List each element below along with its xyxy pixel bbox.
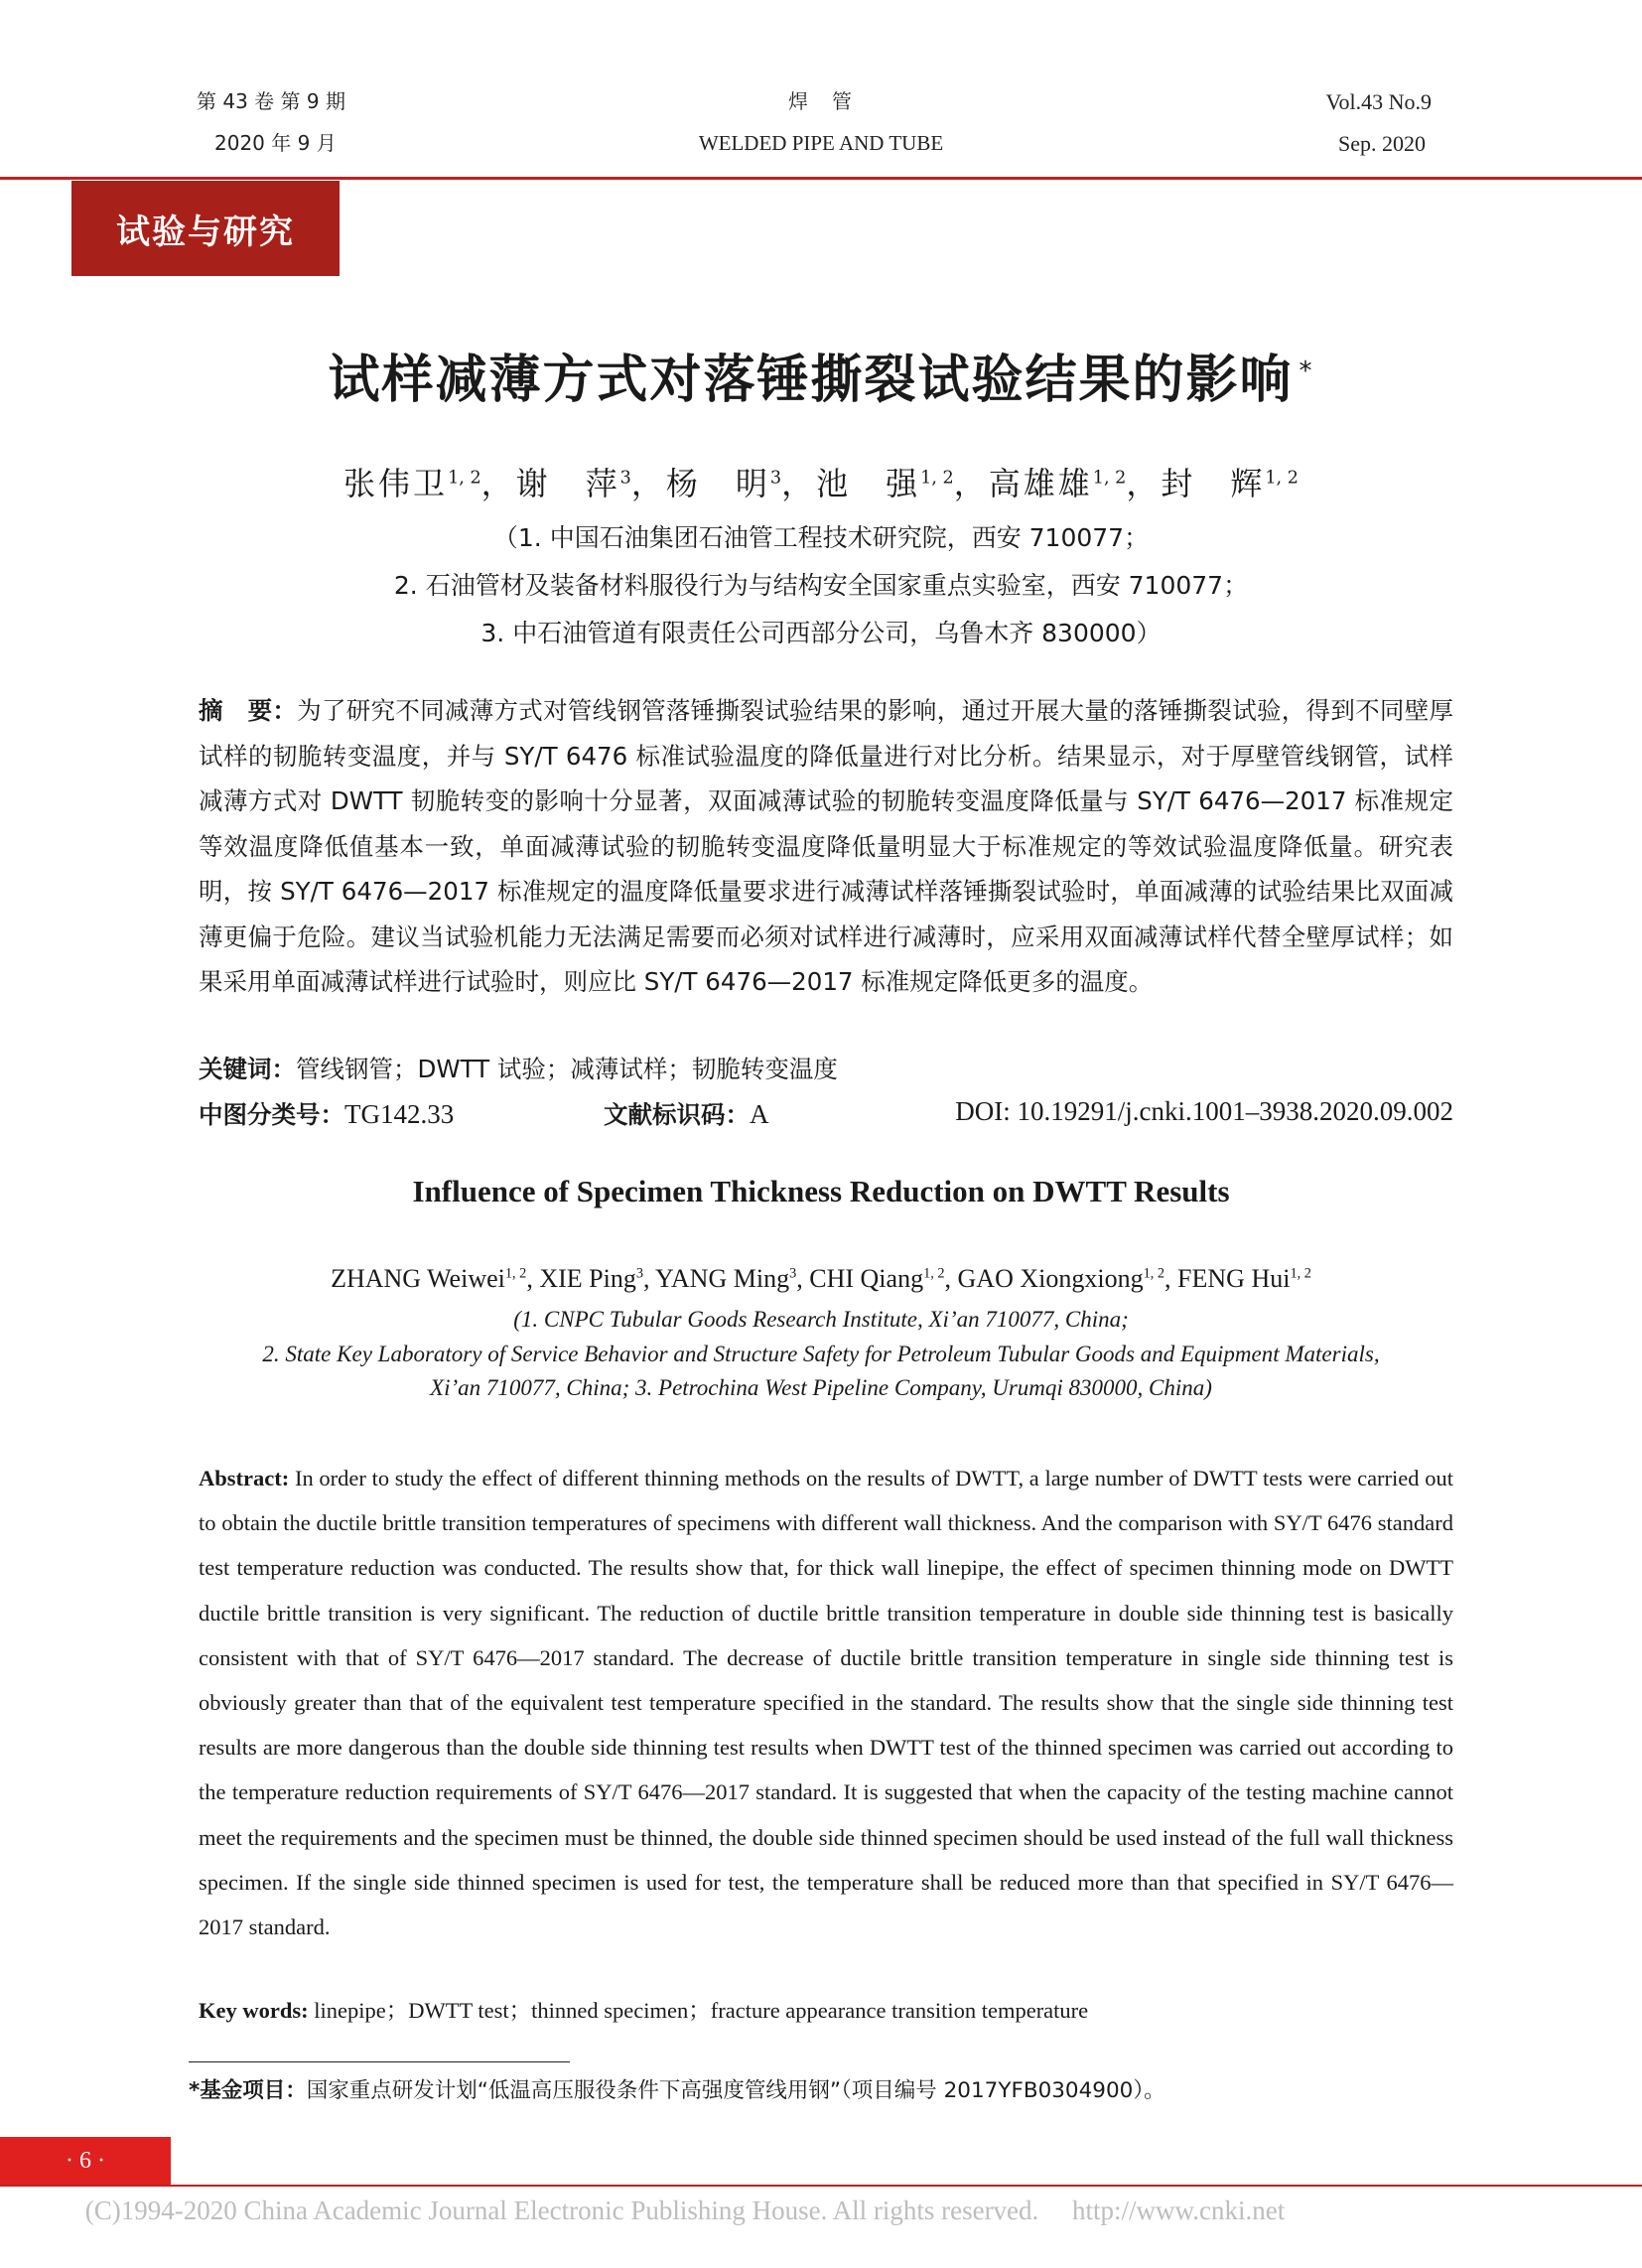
cn-author (343, 465, 516, 502)
cn-author-name: 张伟卫 (343, 465, 449, 502)
en-author-affiliation-mark: 1, 2 (923, 1265, 945, 1282)
header-volume-issue: 第 43 卷 第 9 期 (197, 89, 345, 113)
en-author-separator: , (526, 1264, 540, 1293)
cn-author-name: 高雄雄 (988, 465, 1093, 502)
en-author-name: CHI Qiang (809, 1264, 924, 1293)
journal-name-cn: 焊 管 (788, 89, 854, 113)
affiliation-en-1: (1. CNPC Tubular Goods Research Institute, Xi’an 710077, China; (513, 1307, 1129, 1332)
section-tag: 试验与研究 (71, 181, 340, 276)
document-code-value: A (750, 1099, 769, 1129)
en-author (331, 1264, 539, 1293)
en-author (1177, 1264, 1311, 1293)
abstract-en (199, 1456, 1453, 1949)
cn-author-affiliation-mark: 1, 2 (1265, 468, 1299, 489)
clc-code (199, 1096, 454, 1131)
header-volume-en: Vol.43 No.9 (1325, 89, 1432, 114)
copyright-watermark: (C)1994-2020 China Academic Journal Electronic Publishing House. All rights reserved. http://www.cnki.net (84, 2196, 1286, 2225)
cn-author (816, 465, 989, 502)
keywords-en (199, 1993, 1453, 2025)
footnote-funding (189, 2073, 1165, 2104)
authors-cn (0, 459, 1642, 504)
en-author-affiliation-mark: 1, 2 (504, 1265, 527, 1282)
cn-author-name: 谢 萍 (515, 465, 620, 502)
cn-author (1161, 465, 1299, 502)
en-author-separator: , (796, 1264, 810, 1293)
en-author-affiliation-mark: 3 (789, 1265, 797, 1282)
affiliation-en-2: 2. State Key Laboratory of Service Behavior and Structure Safety for Petroleum Tubular Goods and Equipment Materials, (262, 1342, 1380, 1366)
document-code (604, 1096, 769, 1131)
cn-author-affiliation-mark: 3 (619, 468, 631, 489)
header-date-en: Sep. 2020 (1338, 131, 1426, 156)
title-en: Influence of Specimen Thickness Reduction on DWTT Results (412, 1174, 1230, 1208)
page-number: · 6 · (0, 2137, 171, 2185)
en-author-affiliation-mark: 1, 2 (1290, 1265, 1311, 1282)
footnote-rule (189, 2061, 570, 2062)
abstract-cn (199, 688, 1453, 1005)
cn-author-affiliation-mark: 3 (769, 468, 782, 489)
title-cn-footnote-mark: * (1299, 355, 1314, 386)
cn-author-name: 杨 明 (665, 465, 770, 502)
cn-author-affiliation-mark: 1, 2 (1092, 468, 1127, 489)
clc-value: TG142.33 (344, 1099, 455, 1129)
classification-row (199, 1096, 1453, 1132)
journal-name-en: WELDED PIPE AND TUBE (698, 131, 944, 155)
affiliation-cn-1: （1. 中国石油集团石油管工程技术研究院，西安 710077； (492, 523, 1150, 552)
cn-author-separator: ， (1126, 465, 1162, 502)
en-author-name: GAO Xiongxiong (957, 1264, 1144, 1293)
en-author-name: ZHANG Weiwei (331, 1264, 505, 1293)
doi-link[interactable]: DOI: 10.19291/j.cnki.1001–3938.2020.09.002 (955, 1096, 1453, 1126)
authors-en (0, 1264, 1642, 1294)
affiliation-cn-3: 3. 中石油管道有限责任公司西部分公司，乌鲁木齐 830000） (480, 619, 1162, 647)
footnote-text: 国家重点研发计划“低温高压服役条件下高强度管线用钢”（项目编号 2017YFB0304900）。 (306, 2078, 1165, 2103)
header-date-cn: 2020 年 9 月 (214, 131, 337, 155)
en-author-separator: , (642, 1264, 656, 1293)
keywords-cn (199, 1051, 1453, 1085)
footer-rule (0, 2185, 1642, 2187)
abstract-en-text: In order to study the effect of different thinning methods on the results of DWTT, a large number of DWTT tests were carried out to obtain the ductile brittle transition temperatures of specimens with different wall thickness. And the comparison with SY/T 6476 standard test temperature reduction was conducted. The results show that, for thick wall linepipe, the effect of specimen thinning mode on DWTT ductile brittle transition is very significant. The reduction of ductile brittle transition temperature in double side thinning test is basically consistent with that of SY/T 6476—2017 standard. The decrease of ductile brittle transition temperature in single side thinning test is obviously greater than that of the equivalent test temperature specified in the standard. The results show that the single side thinning test results are more dangerous than the double side thinning test results when DWTT test of the thinned specimen was carried out according to the temperature reduction requirements of SY/T 6476—2017 standard. It is suggested that when the capacity of the testing machine cannot meet the requirements and the specimen must be thinned, the double side thinned specimen should be used instead of the full wall thickness specimen. If the single side thinned specimen is used for test, the temperature shall be reduced more than that specified in SY/T 6476—2017 standard. (199, 1466, 1453, 1940)
en-author-affiliation-mark: 1, 2 (1143, 1265, 1165, 1282)
affiliation-cn-2: 2. 石油管材及装备材料服役行为与结构安全国家重点实验室，西安 710077； (393, 571, 1249, 600)
abstract-cn-text: 为了研究不同减薄方式对管线钢管落锤撕裂试验结果的影响，通过开展大量的落锤撕裂试验，得到不同壁厚试样的韧脆转变温度，并与 SY/T 6476 标准试验温度的降低量进行对比分析。结果显示，对于厚壁管线钢管，试样减薄方式对 DWTT 韧脆转变的影响十分显著，双面减薄试验的韧脆转变温度降低量与 SY/T 6476—2017 标准规定等效温度降低值基本一致，单面减薄试验的韧脆转变温度降低量明显大于标准规定的等效试验温度降低量。研究表明，按 SY/T 6476—2017 标准规定的温度降低量要求进行减薄试样落锤撕裂试验时，单面减薄的试验结果比双面减薄更偏于危险。建议当试验机能力无法满足需要而必须对试样进行减薄时，应采用双面减薄试样代替全壁厚试样；如果采用单面减薄试样进行试验时，则应比 SY/T 6476—2017 标准规定降低更多的温度。 (199, 696, 1454, 996)
title-cn (0, 338, 1642, 412)
cn-author (989, 465, 1162, 502)
cn-author-name: 封 辉 (1161, 465, 1266, 502)
en-author-name: FENG Hui (1177, 1264, 1291, 1293)
en-author-affiliation-mark: 3 (635, 1265, 643, 1282)
en-author (655, 1264, 809, 1293)
en-author-name: XIE Ping (539, 1264, 636, 1293)
en-author-separator: , (1164, 1264, 1178, 1293)
keywords-en-text: linepipe；DWTT test；thinned specimen；fracture appearance transition temperature (314, 1998, 1089, 2023)
cn-author (666, 465, 816, 502)
cn-author-separator: ， (781, 465, 817, 502)
cn-author-separator: ， (480, 465, 516, 502)
cn-author-affiliation-mark: 1, 2 (920, 468, 954, 489)
document-code-label: 文献标识码： (604, 1100, 750, 1129)
keywords-cn-label: 关键词： (199, 1055, 296, 1083)
cn-author-separator: ， (953, 465, 989, 502)
cn-author-name: 池 强 (816, 465, 921, 502)
en-author-name: YANG Ming (655, 1264, 790, 1293)
en-author (958, 1264, 1178, 1293)
en-author (809, 1264, 957, 1293)
en-author (539, 1264, 655, 1293)
en-author-separator: , (944, 1264, 958, 1293)
cn-author-affiliation-mark: 1, 2 (448, 468, 481, 489)
footnote-label: *基金项目： (189, 2078, 307, 2103)
clc-label: 中图分类号： (199, 1100, 344, 1129)
cn-author (516, 465, 666, 502)
affiliation-en-3: Xi’an 710077, China; 3. Petrochina West Pipeline Company, Urumqi 830000, China) (430, 1375, 1212, 1400)
abstract-en-label: Abstract: (199, 1466, 290, 1490)
keywords-cn-text: 管线钢管；DWTT 试验；减薄试样；韧脆转变温度 (296, 1055, 838, 1083)
cn-author-separator: ， (630, 465, 666, 502)
abstract-cn-label: 摘 要： (199, 696, 298, 725)
keywords-en-label: Key words: (199, 1998, 309, 2023)
title-cn-text: 试样减薄方式对落锤撕裂试验结果的影响 (328, 351, 1294, 410)
header-rule (0, 177, 1642, 180)
